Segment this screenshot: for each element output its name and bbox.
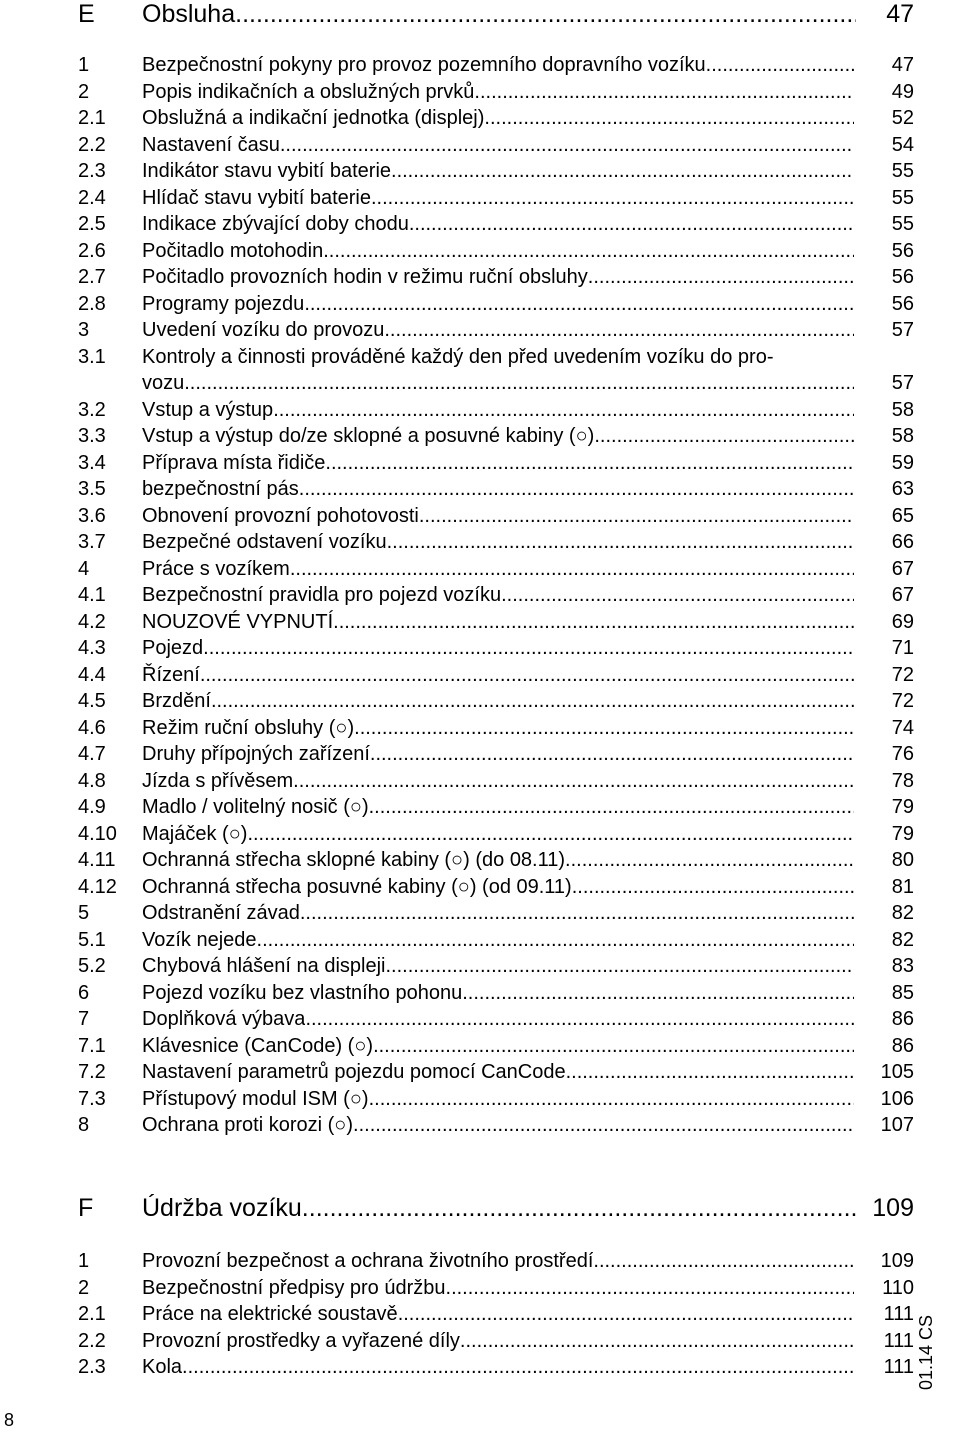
toc-entry[interactable] <box>78 953 914 980</box>
section-letter: F <box>78 1194 94 1222</box>
entry-page: 67 <box>891 584 914 606</box>
entry-number: 3.6 <box>78 504 106 527</box>
entry-page: 65 <box>891 504 914 527</box>
dot-leader <box>594 423 854 450</box>
toc-entry[interactable] <box>78 211 914 238</box>
entry-title: Obslužná a indikační jednotka (displej) <box>142 107 485 129</box>
entry-number: 6 <box>78 981 90 1004</box>
toc-entry[interactable] <box>78 768 914 795</box>
dot-leader <box>302 1194 856 1223</box>
dot-leader <box>370 741 854 768</box>
entry-title: Pojezd vozíku bez vlastního pohonu <box>142 981 463 1004</box>
entry-page: 72 <box>891 663 914 686</box>
entry-number: 3.4 <box>78 451 106 474</box>
dot-leader <box>299 476 854 503</box>
toc-entry[interactable] <box>78 370 914 397</box>
dot-leader <box>501 582 854 609</box>
entry-number: 2.7 <box>78 266 106 288</box>
dot-leader <box>353 1112 854 1139</box>
entry-title: Odstranění závad <box>142 902 300 924</box>
toc-entry[interactable] <box>78 264 914 291</box>
page-number: 8 <box>4 1410 15 1430</box>
entry-page: 72 <box>891 690 914 712</box>
entry-page: 86 <box>891 1008 914 1030</box>
entry-title: Přístupový modul ISM (○) <box>142 1087 369 1110</box>
entry-page: 81 <box>891 875 914 898</box>
entry-page: 57 <box>891 319 914 341</box>
entry-page: 74 <box>891 716 914 739</box>
entry-title: Počitadlo motohodin <box>142 239 324 262</box>
entry-number: 2.3 <box>78 160 106 182</box>
dot-leader <box>300 900 854 927</box>
toc-entry[interactable] <box>78 662 914 689</box>
dot-leader <box>446 1275 854 1302</box>
dot-leader <box>257 927 854 954</box>
entry-number: 4.9 <box>78 796 106 818</box>
section-heading-f[interactable] <box>78 1194 914 1228</box>
dot-leader <box>572 874 854 901</box>
entry-title: Nastavení parametrů pojezdu pomocí CanCode <box>142 1061 566 1083</box>
entry-title: Nastavení času <box>142 133 280 156</box>
dot-leader <box>203 635 854 662</box>
toc-entry[interactable] <box>78 1059 914 1086</box>
dot-leader <box>200 662 854 689</box>
toc-entry[interactable] <box>78 185 914 212</box>
toc-entry[interactable] <box>78 105 914 132</box>
toc-entry[interactable] <box>78 344 914 371</box>
entry-title: Programy pojezdu <box>142 292 305 315</box>
entry-page: 85 <box>891 981 914 1004</box>
entry-number: 1 <box>78 1250 90 1272</box>
dot-leader <box>706 52 854 79</box>
toc-entry[interactable] <box>78 476 914 503</box>
toc-entry[interactable] <box>78 715 914 742</box>
entry-page: 58 <box>891 398 914 421</box>
entry-title: Vozík nejede <box>142 928 257 951</box>
dot-leader <box>371 185 854 212</box>
toc-entry[interactable] <box>78 688 914 715</box>
entry-page: 111 <box>883 1303 914 1325</box>
entry-page: 66 <box>891 531 914 553</box>
toc-entry[interactable] <box>78 847 914 874</box>
dot-leader <box>354 715 854 742</box>
toc-entry[interactable] <box>78 79 914 106</box>
entry-title: Hlídač stavu vybití baterie <box>142 186 371 209</box>
dot-leader <box>398 1301 854 1328</box>
entry-title: vozu <box>142 372 185 394</box>
toc-entry[interactable] <box>78 556 914 583</box>
dot-leader <box>293 768 854 795</box>
dot-leader <box>290 556 854 583</box>
entry-number: 2.2 <box>78 1329 106 1352</box>
entry-number: 4.1 <box>78 584 106 606</box>
entry-page: 55 <box>891 213 914 235</box>
entry-title: Bezpečnostní předpisy pro údržbu <box>142 1276 446 1299</box>
toc-entry[interactable] <box>78 1033 914 1060</box>
entry-number: 4.12 <box>78 875 117 898</box>
entry-number: 3.5 <box>78 478 106 500</box>
entry-page: 78 <box>891 769 914 792</box>
dot-leader <box>391 158 854 185</box>
toc-entry[interactable] <box>78 1275 914 1302</box>
entry-title: Madlo / volitelný nosič (○) <box>142 796 369 818</box>
dot-leader <box>369 794 854 821</box>
entry-number: 2.5 <box>78 213 106 235</box>
toc-entry[interactable] <box>78 927 914 954</box>
entry-number: 5.1 <box>78 928 106 951</box>
dot-leader <box>211 688 854 715</box>
section-heading-e[interactable] <box>78 0 914 34</box>
entry-number: 8 <box>78 1114 90 1136</box>
toc-entry[interactable] <box>78 741 914 768</box>
entry-number: 2.1 <box>78 107 106 129</box>
dot-leader <box>247 821 854 848</box>
entry-number: 2 <box>78 80 90 103</box>
entry-number: 4 <box>78 557 90 580</box>
entry-title: Režim ruční obsluhy (○) <box>142 716 355 739</box>
dot-leader <box>373 1033 854 1060</box>
entry-page: 80 <box>891 849 914 871</box>
dot-leader <box>460 1328 854 1355</box>
entry-number: 3 <box>78 319 90 341</box>
entry-title: Bezpečnostní pokyny pro provoz pozemního dopravního vozíku <box>142 54 706 76</box>
toc-list-e <box>78 52 914 1139</box>
entry-title: Bezpečnostní pravidla pro pojezd vozíku <box>142 584 502 606</box>
dot-leader <box>305 1006 854 1033</box>
entry-title: Indikátor stavu vybití baterie <box>142 160 392 182</box>
dot-leader <box>409 211 854 238</box>
toc-list-f <box>78 1248 914 1381</box>
entry-number: 4.3 <box>78 637 106 659</box>
dot-leader <box>474 79 854 106</box>
toc-entry[interactable] <box>78 1354 914 1381</box>
entry-title: Doplňková výbava <box>142 1008 306 1030</box>
entry-title: Ochrana proti korozi (○) <box>142 1114 354 1136</box>
entry-page: 69 <box>891 610 914 633</box>
entry-number: 5.2 <box>78 955 106 977</box>
toc-entry[interactable] <box>78 291 914 318</box>
entry-page: 105 <box>880 1061 914 1083</box>
toc-entry[interactable] <box>78 238 914 265</box>
toc-entry[interactable] <box>78 1328 914 1355</box>
entry-number: 4.8 <box>78 769 106 792</box>
entry-page: 57 <box>891 372 914 394</box>
toc-entry[interactable] <box>78 52 914 79</box>
entry-page: 109 <box>880 1250 914 1272</box>
entry-title: Bezpečné odstavení vozíku <box>142 531 387 553</box>
entry-title: Vstup a výstup <box>142 398 274 421</box>
entry-number: 2.8 <box>78 292 106 315</box>
entry-number: 2.2 <box>78 133 106 156</box>
toc-entry[interactable] <box>78 1006 914 1033</box>
entry-title: Provozní prostředky a vyřazené díly <box>142 1329 460 1352</box>
entry-page: 49 <box>891 80 914 103</box>
entry-number: 2.4 <box>78 186 106 209</box>
entry-title: NOUZOVÉ VYPNUTÍ <box>142 610 334 633</box>
entry-number: 4.6 <box>78 716 106 739</box>
dot-leader <box>280 132 854 159</box>
section-title: Obsluha <box>142 0 236 28</box>
toc-entry[interactable] <box>78 317 914 344</box>
entry-page: 111 <box>883 1329 914 1352</box>
entry-title: Kola <box>142 1356 183 1378</box>
toc-entry[interactable] <box>78 635 914 662</box>
toc-entry[interactable] <box>78 821 914 848</box>
dot-leader <box>566 1059 854 1086</box>
toc-entry[interactable] <box>78 1086 914 1113</box>
toc-entry[interactable] <box>78 529 914 556</box>
entry-title: Jízda s přívěsem <box>142 769 294 792</box>
toc-entry[interactable] <box>78 874 914 901</box>
toc-entry[interactable] <box>78 980 914 1007</box>
entry-page: 71 <box>891 637 914 659</box>
toc-entry[interactable] <box>78 397 914 424</box>
entry-number: 4.7 <box>78 743 106 765</box>
dot-leader <box>419 503 854 530</box>
toc-entry[interactable] <box>78 609 914 636</box>
entry-number: 1 <box>78 54 90 76</box>
dot-leader <box>588 264 854 291</box>
entry-page: 79 <box>891 822 914 845</box>
entry-number: 3.1 <box>78 345 106 368</box>
dot-leader <box>462 980 854 1007</box>
entry-page: 86 <box>891 1034 914 1057</box>
entry-page: 56 <box>891 292 914 315</box>
entry-page: 67 <box>891 557 914 580</box>
entry-number: 2.6 <box>78 239 106 262</box>
entry-title: Popis indikačních a obslužných prvků <box>142 80 475 103</box>
entry-number: 3.3 <box>78 425 106 447</box>
entry-page: 79 <box>891 796 914 818</box>
entry-title: Druhy přípojných zařízení <box>142 743 370 765</box>
entry-title: Práce s vozíkem <box>142 557 290 580</box>
dot-leader <box>304 291 854 318</box>
entry-title: Majáček (○) <box>142 822 248 845</box>
entry-title: Indikace zbývající doby chodu <box>142 213 409 235</box>
entry-number: 5 <box>78 902 90 924</box>
entry-title: Obnovení provozní pohotovosti <box>142 504 419 527</box>
entry-number: 3.2 <box>78 398 106 421</box>
entry-title: Klávesnice (CanCode) (○) <box>142 1034 374 1057</box>
toc-entry[interactable] <box>78 582 914 609</box>
toc-entry[interactable] <box>78 900 914 927</box>
entry-number: 4.2 <box>78 610 106 633</box>
entry-number: 2.3 <box>78 1356 106 1378</box>
entry-page: 82 <box>891 928 914 951</box>
entry-number: 4.5 <box>78 690 106 712</box>
edition-code: 01.14 CS <box>916 1314 936 1390</box>
entry-page: 56 <box>891 239 914 262</box>
dot-leader <box>182 1354 854 1381</box>
entry-number: 4.10 <box>78 822 117 845</box>
section-title: Údržba vozíku <box>142 1194 302 1222</box>
entry-title: bezpečnostní pás <box>142 478 299 500</box>
entry-page: 83 <box>891 955 914 977</box>
section-page: 109 <box>872 1194 914 1222</box>
section-page: 47 <box>886 0 914 28</box>
entry-page: 82 <box>891 902 914 924</box>
dot-leader <box>184 370 854 397</box>
entry-title: Brzdění <box>142 690 211 712</box>
toc-entry[interactable] <box>78 132 914 159</box>
entry-page: 59 <box>891 451 914 474</box>
entry-number: 4.11 <box>78 849 116 871</box>
dot-leader <box>325 450 854 477</box>
entry-page: 106 <box>880 1087 914 1110</box>
toc-entry[interactable] <box>78 1112 914 1139</box>
entry-page: 76 <box>891 743 914 765</box>
dot-leader <box>369 1086 854 1113</box>
entry-title: Práce na elektrické soustavě <box>142 1303 398 1325</box>
entry-page: 110 <box>882 1276 914 1299</box>
entry-page: 54 <box>891 133 914 156</box>
toc-entry[interactable] <box>78 158 914 185</box>
dot-leader <box>273 397 854 424</box>
toc-entry[interactable] <box>78 450 914 477</box>
entry-title: Provozní bezpečnost a ochrana životního prostředí <box>142 1250 594 1272</box>
entry-number: 2.1 <box>78 1303 106 1325</box>
dot-leader <box>593 1248 854 1275</box>
entry-number: 2 <box>78 1276 90 1299</box>
dot-leader <box>333 609 854 636</box>
entry-number: 7 <box>78 1008 90 1030</box>
entry-title: Chybová hlášení na displeji <box>142 955 386 977</box>
entry-page: 55 <box>891 186 914 209</box>
entry-number: 3.7 <box>78 531 106 553</box>
entry-page: 47 <box>891 54 914 76</box>
entry-number: 7.2 <box>78 1061 106 1083</box>
entry-title: Řízení <box>142 663 200 686</box>
dot-leader <box>235 0 856 29</box>
dot-leader <box>386 953 855 980</box>
toc-entry[interactable] <box>78 423 914 450</box>
entry-page: 107 <box>880 1114 914 1136</box>
dot-leader <box>323 238 854 265</box>
dot-leader <box>384 317 854 344</box>
entry-title: Uvedení vozíku do provozu <box>142 319 385 341</box>
toc-entry[interactable] <box>78 503 914 530</box>
entry-page: 58 <box>891 425 914 447</box>
entry-title: Pojezd <box>142 637 204 659</box>
entry-number: 7.1 <box>78 1034 106 1057</box>
entry-page: 55 <box>891 160 914 182</box>
entry-number: 4.4 <box>78 663 106 686</box>
toc-entry[interactable] <box>78 1301 914 1328</box>
entry-title: Počitadlo provozních hodin v režimu ruční obsluhy <box>142 266 588 288</box>
dot-leader <box>565 847 854 874</box>
entry-page: 52 <box>891 107 914 129</box>
entry-title: Vstup a výstup do/ze sklopné a posuvné kabiny (○) <box>142 425 595 447</box>
entry-page: 111 <box>883 1356 914 1378</box>
entry-title: Kontroly a činnosti prováděné každý den před uvedením vozíku do pro- <box>142 345 774 368</box>
entry-number: 7.3 <box>78 1087 106 1110</box>
entry-title: Ochranná střecha sklopné kabiny (○) (do 08.11) <box>142 849 566 871</box>
section-letter: E <box>78 0 95 28</box>
entry-title: Ochranná střecha posuvné kabiny (○) (od 09.11) <box>142 875 572 898</box>
toc-entry[interactable] <box>78 794 914 821</box>
dot-leader <box>484 105 854 132</box>
entry-page: 63 <box>891 478 914 500</box>
dot-leader <box>387 529 854 556</box>
entry-page: 56 <box>891 266 914 288</box>
entry-title: Příprava místa řidiče <box>142 451 326 474</box>
toc-entry[interactable] <box>78 1248 914 1275</box>
